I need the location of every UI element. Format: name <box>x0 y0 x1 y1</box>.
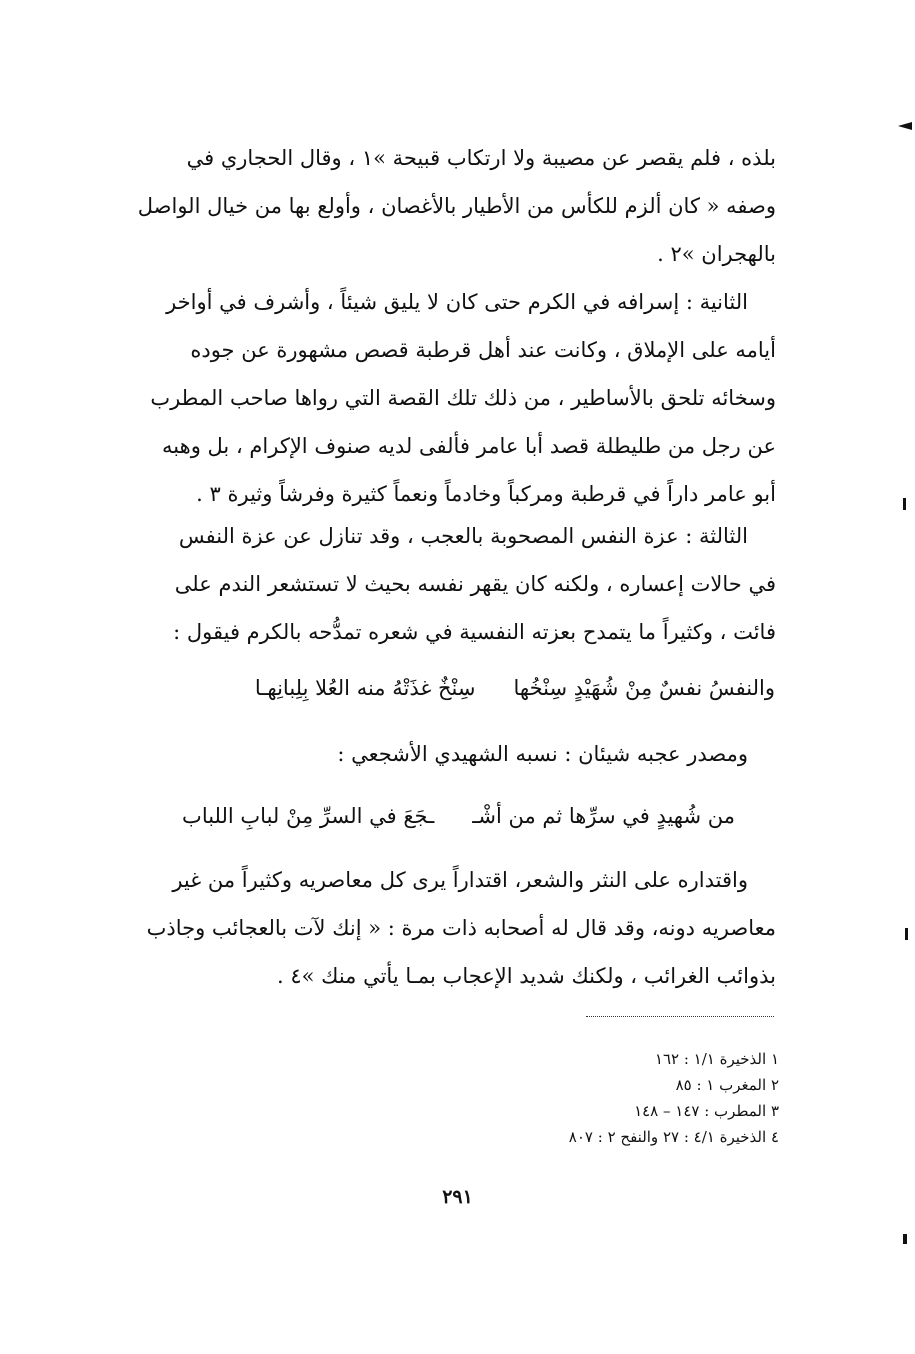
text-line: ومصدر عجبه شيئان : نسبه الشهيدي الأشجعي : <box>337 742 748 766</box>
verse-hemistich: سِنْخٌ غذَتْهُ منه العُلا بِلِبانِهـا <box>254 676 476 700</box>
verse-hemistich: والنفسُ نفسٌ مِنْ شُهَيْدٍ سِنْخُها <box>513 676 775 700</box>
paragraph-4 <box>104 730 776 778</box>
text-line: بلذه ، فلم يقصر عن مصيبة ولا ارتكاب قبيحة »١ ، وقال الحجاري في <box>186 146 776 170</box>
text-line: بذوائب الغرائب ، ولكنك شديد الإعجاب بمـا يأتي منك »٤ . <box>276 964 776 988</box>
text-line: واقتداره على النثر والشعر، اقتداراً يرى كل معاصريه وكثيراً من غير <box>172 868 748 892</box>
footnote-divider <box>586 1016 774 1017</box>
footnote-item: ٤ الذخيرة ٤/١ : ٢٧ والنفح ٢ : ٨٠٧ <box>568 1128 779 1146</box>
text-line: في حالات إعساره ، ولكنه كان يقهر نفسه بحيث لا تستشعر الندم على <box>174 572 776 596</box>
text-line: الثالثة : عزة النفس المصحوبة بالعجب ، وقد تنازل عن عزة النفس <box>178 524 748 548</box>
footnote-item: ٢ المغرب ١ : ٨٥ <box>675 1076 779 1094</box>
scan-edge-mark <box>903 498 906 510</box>
footnotes <box>569 1046 779 1150</box>
page-number: ٢٩١ <box>442 1186 473 1208</box>
verse-hemistich: من شُهيدٍ في سرِّها ثم من أشْـ <box>472 804 735 828</box>
paragraph-2 <box>104 278 776 518</box>
scan-edge-mark <box>903 1234 907 1244</box>
verse-2 <box>182 796 735 836</box>
text-line: أيامه على الإملاق ، وكانت عند أهل قرطبة قصص مشهورة عن جوده <box>190 338 776 362</box>
verse-hemistich: ـجَعَ في السرِّ مِنْ لبابِ اللباب <box>182 804 435 828</box>
text-line: وسخائه تلحق بالأساطير ، من ذلك تلك القصة التي رواها صاحب المطرب <box>150 386 776 410</box>
paragraph-1 <box>104 134 776 278</box>
text-line: بالهجران »٢ . <box>657 242 776 266</box>
text-line: وصفه « كان ألزم للكأس من الأطيار بالأغصان ، وأولع بها من خيال الواصل <box>137 194 776 218</box>
paragraph-3 <box>104 512 776 656</box>
text-line: الثانية : إسرافه في الكرم حتى كان لا يليق شيئاً ، وأشرف في أواخر <box>166 290 748 314</box>
text-line: عن رجل من طليطلة قصد أبا عامر فألفى لديه صنوف الإكرام ، بل وهبه <box>162 434 776 458</box>
scan-edge-mark <box>898 122 912 130</box>
paragraph-5 <box>104 856 776 1000</box>
scan-edge-mark <box>905 928 908 940</box>
footnote-item: ١ الذخيرة ١/١ : ١٦٢ <box>654 1050 779 1068</box>
text-line: أبو عامر داراً في قرطبة ومركباً وخادماً ونعماً كثيرة وفرشاً وثيرة ٣ . <box>196 482 776 506</box>
footnote-item: ٣ المطرب : ١٤٧ – ١٤٨ <box>634 1102 779 1120</box>
text-line: معاصريه دونه، وقد قال له أصحابه ذات مرة : « إنك لآت بالعجائب وجاذب <box>146 916 776 940</box>
text-line: فائت ، وكثيراً ما يتمدح بعزته النفسية في شعره تمدُّحه بالكرم فيقول : <box>173 620 776 644</box>
verse-1 <box>255 668 775 708</box>
